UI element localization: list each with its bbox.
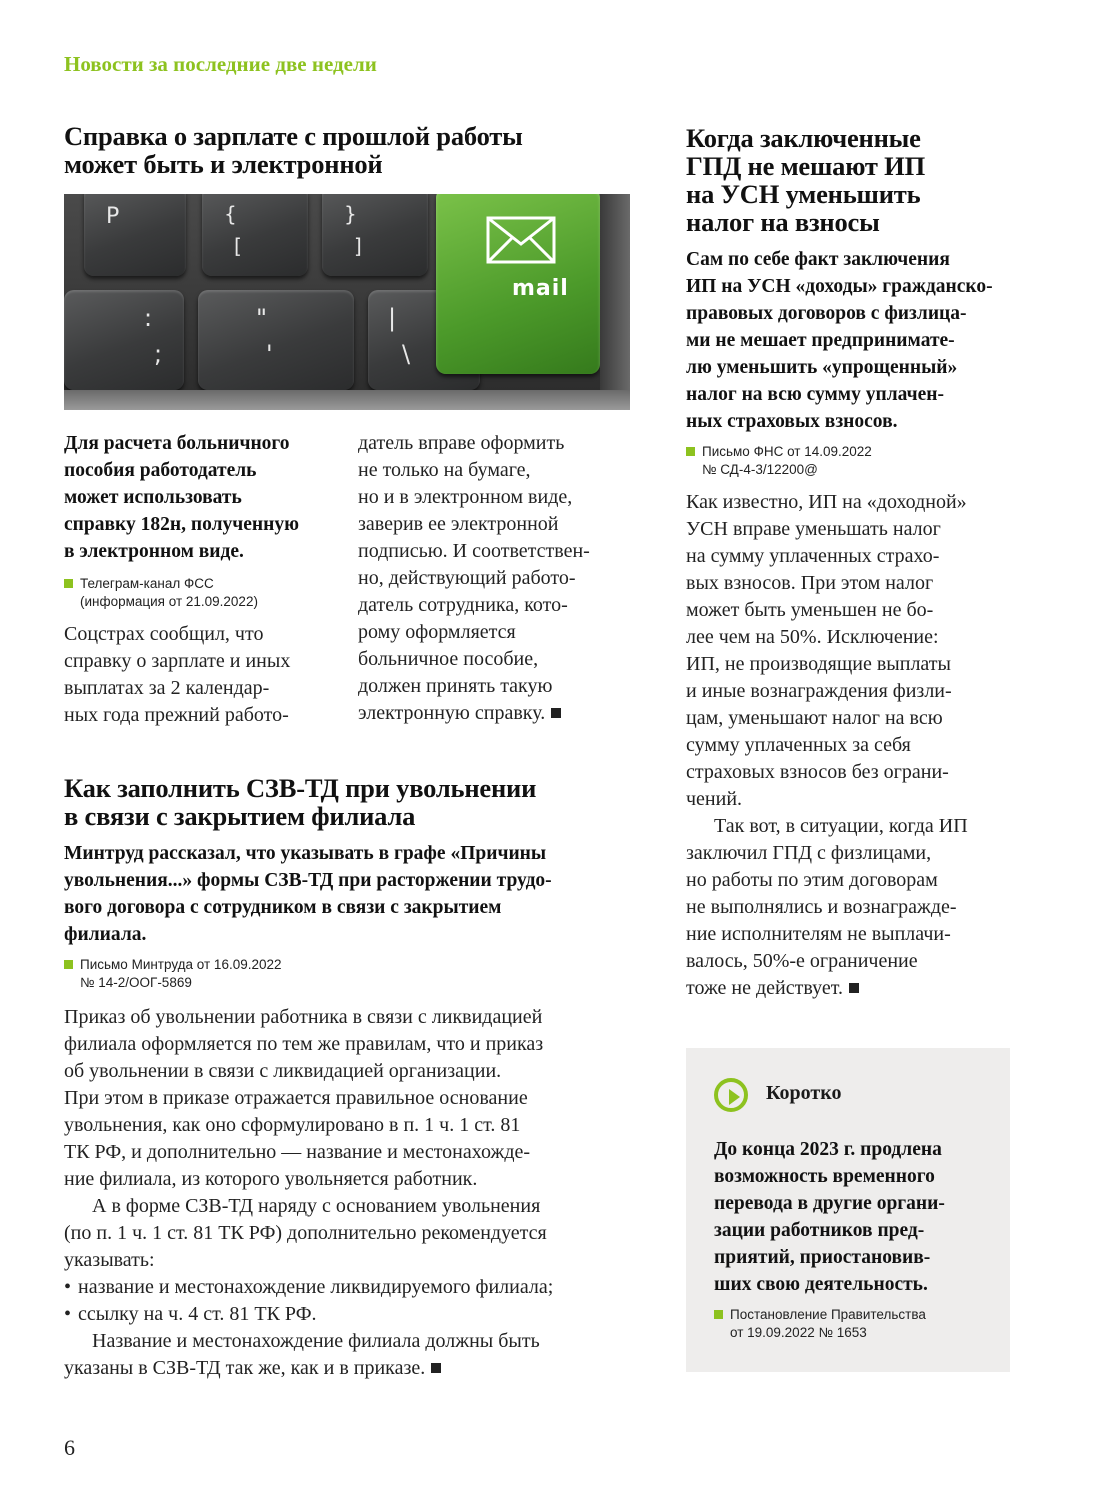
green-square-marker <box>64 579 73 588</box>
article3-body: Как известно, ИП на «доходной» УСН вправе уменьшать налог на сумму уплаченных страхо- вых взносов. При этом налог может быть уменьшен не бо- лее чем на 50%. Исключение: ИП, не производящие выплаты и иные вознаграждения физли- цам, уменьшают налог на всю сумму уплаченных за себя страховых взносов без ограни- чений. Так вот, в ситуации, когда ИП заключил ГПД с физлицами, но работы по этим договорам не выполнялись и вознагражде- ние исполнителям не выплачи- валось, 50%-е ограничение тоже не действует. <box>686 491 968 999</box>
article3-lead: Сам по себе факт заключения ИП на УСН «доходы» гражданско- правовых договоров с физлица- ми не мешает предпринимате- лю уменьшить «упрощенный» налог на всю сумму уплачен- ных страховых взносов. <box>686 249 993 432</box>
envelope-icon <box>486 216 556 264</box>
article1-title-block <box>64 122 644 178</box>
list-item: • ссылку на ч. 4 ст. 81 ТК РФ. <box>64 1301 664 1328</box>
article2-title: Как заполнить СЗВ-ТД при увольнении в связи с закрытием филиала <box>64 773 537 831</box>
article2 <box>64 774 664 1382</box>
key-brace-close: } ] <box>322 194 428 276</box>
article3-source: Письмо ФНС от 14.09.2022 № СД-4-3/12200@ <box>686 443 1026 479</box>
article3-title: Когда заключенные ГПД не мешают ИП на УСН уменьшить налог на взносы <box>686 123 925 237</box>
article2-source: Письмо Минтруда от 16.09.2022 № 14-2/ООГ-5869 <box>64 956 664 992</box>
article1-title: Справка о зарплате с прошлой работы может быть и электронной <box>64 121 523 179</box>
article3 <box>686 124 1026 1002</box>
green-square-marker <box>64 960 73 969</box>
section-label: Новости за последние две недели <box>64 52 377 76</box>
article2-lead: Минтруд рассказал, что указывать в графе «Причины увольнения...» формы СЗВ-ТД при расторжении трудо- вого договора с сотрудником в связи с закрытием филиала. <box>64 843 552 945</box>
article1-source: Телеграм-канал ФСС (информация от 21.09.2022) <box>64 575 344 611</box>
end-mark <box>551 708 561 718</box>
article1-lead: Для расчета больничного пособия работодатель может использовать справку 182н, полученную в электронном виде. <box>64 433 300 562</box>
mail-key <box>436 194 600 374</box>
short-box-source: Постановление Правительства от 19.09.2022 № 1653 <box>714 1306 1020 1342</box>
article1-body-left: Соцстрах сообщил, что справку о зарплате и иных выплатах за 2 календар- ных года прежний работо- <box>64 623 291 726</box>
short-news-box <box>686 1048 1010 1372</box>
play-icon <box>714 1078 748 1112</box>
article1-left-column <box>64 430 344 729</box>
end-mark <box>849 983 859 993</box>
key-brace-open: { [ <box>202 194 308 276</box>
key-quote: " ' <box>198 290 354 390</box>
short-box-heading: Коротко <box>766 1082 842 1104</box>
key-semicolon: : ; <box>64 290 184 390</box>
article2-body: Приказ об увольнении работника в связи с ликвидацией филиала оформляется по тем же правилам, что и приказ об увольнении в связи с ликвидацией организации. При этом в приказе отражается правильное основание увольнения, как оно сформулировано в п. 1 ч. 1 ст. 81 ТК РФ, и дополнительно — название и местонахожде- ние филиала, из которого увольняется работник. А в форме СЗВ-ТД наряду с основанием увольнения (по п. 1 ч. 1 ст. 81 ТК РФ) дополнительно рекомендуется указывать: • название и местонахождение ликвидируемого филиала; • ссылку на ч. 4 ст. 81 ТК РФ. Название и местонахождение филиала должны быть указаны в СЗВ-ТД так же, как и в приказе. <box>64 1004 664 1382</box>
green-square-marker <box>686 447 695 456</box>
list-item: • название и местонахождение ликвидируемого филиала; <box>64 1274 664 1301</box>
article1-body-right: датель вправе оформить не только на бумаге, но и в электронном виде, заверив ее электронной подписью. И соответствен- но, действующий работо- датель сотрудника, кото- рому оформляется больничное пособие, должен принять такую электронную справку. <box>358 432 590 724</box>
page-number: 6 <box>64 1435 75 1460</box>
key-p: P <box>84 194 186 276</box>
short-box-lead: До конца 2023 г. продлена возможность временного перевода в другие органи- зации работников пред- приятий, приостановив- ших свою деятельность. <box>714 1139 945 1295</box>
keyboard-mail-image <box>64 194 630 410</box>
article2-bullet-list <box>64 1274 664 1328</box>
green-square-marker <box>714 1310 723 1319</box>
key-backslash: | \ <box>368 290 480 390</box>
end-mark <box>431 1363 441 1373</box>
mail-label: mail <box>512 276 569 301</box>
